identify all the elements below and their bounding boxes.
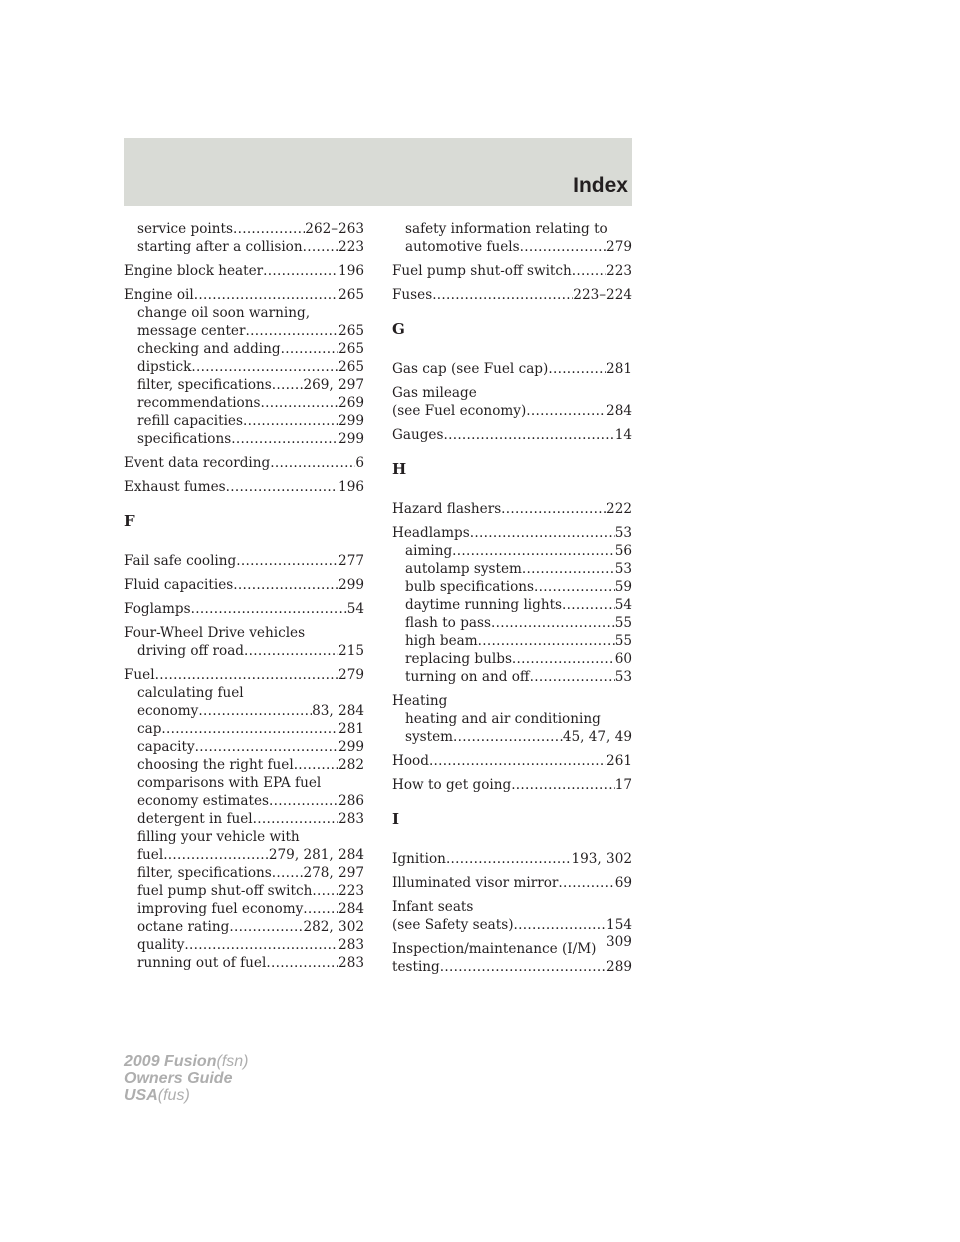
index-entry: Headlamps ..... 53 aiming ..... 56 autolamp system ..... 53 bulb specifications ..... 59 daytime running lights ..... 54 flash to pass ..... 55 high beam ..... 55 replacing bulbs ..... 60 turning on and off ..... 53 [392,524,632,686]
index-entry: Gas mileage (see Fuel economy) ..... 284 [392,384,632,420]
index-entry: Gas cap (see Fuel cap) ..... 281 [392,360,632,378]
index-subentry: fuel ..... 279, 281, 284 [124,846,364,864]
index-subentry: aiming ..... 56 [392,542,632,560]
index-subentry: starting after a collision ..... 223 [124,238,364,256]
index-entry: Heating heating and air conditioning system ..... 45, 47, 49 [392,692,632,746]
page-title: Index [573,174,628,197]
index-column-left [124,220,364,978]
index-subentry: service points ..... 262–263 [124,220,364,238]
page-number: 309 [606,934,632,950]
index-entry: Fuel ..... 279 calculating fuel economy ..... 83, 284 cap ..... 281 capacity ..... 299 choosing the right fuel ..... 282 comparisons with EPA fuel economy estimates ..... 286 detergent in fuel ..... 283 filling your vehicle with fuel ..... 279, 281, 284 filter, specifications ..... 278, 297 fuel pump shut-off switch ..... 223 improving fuel economy ..... 284 octane rating ..... 282, 302 quality ..... 283 running out of fuel ..... 283 [124,666,364,972]
index-entry: Foglamps ..... 54 [124,600,364,618]
index-subentry: daytime running lights ..... 54 [392,596,632,614]
index-subentry: system ..... 45, 47, 49 [392,728,632,746]
index-subentry: filling your vehicle with [137,829,300,845]
index-subentry: high beam ..... 55 [392,632,632,650]
index-subentry: dipstick ..... 265 [124,358,364,376]
index-entry: Engine block heater ..... 196 [124,262,364,280]
index-subentry: message center ..... 265 [124,322,364,340]
index-entry: Infant seats (see Safety seats) ..... 154 [392,898,632,934]
index-subentry: turning on and off ..... 53 [392,668,632,686]
index-subentry: running out of fuel ..... 283 [124,954,364,972]
footer-doc-id: 2009 Fusion(fsn) Owners Guide USA(fus) [124,1053,249,1104]
index-subentry: octane rating ..... 282, 302 [124,918,364,936]
index-subentry: filter, specifications ..... 278, 297 [124,864,364,882]
index-entry: Fuses ..... 223–224 [392,286,632,304]
index-entry: Exhaust fumes ..... 196 [124,478,364,496]
index-subentry: change oil soon warning, [137,305,311,321]
index-entry [392,220,632,256]
index-subentry: safety information relating to [405,221,608,237]
index-entry: Engine oil ..... 265 change oil soon warning, message center ..... 265 checking and adding ..... 265 dipstick ..... 265 filter, specifications ..... 269, 297 recommendations ..... 269 refill capacities ..... 299 specifications ..... 299 [124,286,364,448]
index-subentry: recommendations ..... 269 [124,394,364,412]
index-entry: Hood ..... 261 [392,752,632,770]
section-letter-heading: G [392,320,405,338]
index-entry: Hazard flashers ..... 222 [392,500,632,518]
index-entry: Gauges ..... 14 [392,426,632,444]
section-letter-heading: I [392,810,400,828]
index-entry: Illuminated visor mirror ..... 69 [392,874,632,892]
index-entry: Four-Wheel Drive vehicles driving off road ..... 215 [124,624,364,660]
index-entry: Ignition ..... 193, 302 [392,850,632,868]
index-subentry: fuel pump shut-off switch ..... 223 [124,882,364,900]
index-subentry: quality ..... 283 [124,936,364,954]
index-subentry: comparisons with EPA fuel [137,775,322,791]
index-column-right [392,220,632,982]
index-subentry: heating and air conditioning [405,711,601,727]
index-entry: How to get going ..... 17 [392,776,632,794]
index-entry: Inspection/maintenance (I/M) testing ..... 289 [392,940,632,976]
section-letter-heading: H [392,460,407,478]
index-subentry: improving fuel economy ..... 284 [124,900,364,918]
index-subentry: specifications ..... 299 [124,430,364,448]
index-subentry: cap ..... 281 [124,720,364,738]
index-subentry: calculating fuel [137,685,244,701]
index-subentry: checking and adding ..... 265 [124,340,364,358]
index-subentry: replacing bulbs ..... 60 [392,650,632,668]
index-subentry: economy estimates ..... 286 [124,792,364,810]
section-letter-heading: F [124,512,135,530]
header-band [124,138,632,206]
index-subentry: flash to pass ..... 55 [392,614,632,632]
index-subentry: capacity ..... 299 [124,738,364,756]
index-subentry: automotive fuels ..... 279 [392,238,632,256]
index-entry: Fail safe cooling ..... 277 [124,552,364,570]
index-subentry: economy ..... 83, 284 [124,702,364,720]
index-entry [124,220,364,256]
index-subentry: filter, specifications ..... 269, 297 [124,376,364,394]
index-subentry: bulb specifications ..... 59 [392,578,632,596]
index-entry: Event data recording ..... 6 [124,454,364,472]
index-subentry: choosing the right fuel ..... 282 [124,756,364,774]
index-subentry: autolamp system ..... 53 [392,560,632,578]
index-subentry: detergent in fuel ..... 283 [124,810,364,828]
index-entry: Fluid capacities ..... 299 [124,576,364,594]
index-entry: Fuel pump shut-off switch ..... 223 [392,262,632,280]
index-subentry: refill capacities ..... 299 [124,412,364,430]
index-subentry: driving off road ..... 215 [124,642,364,660]
